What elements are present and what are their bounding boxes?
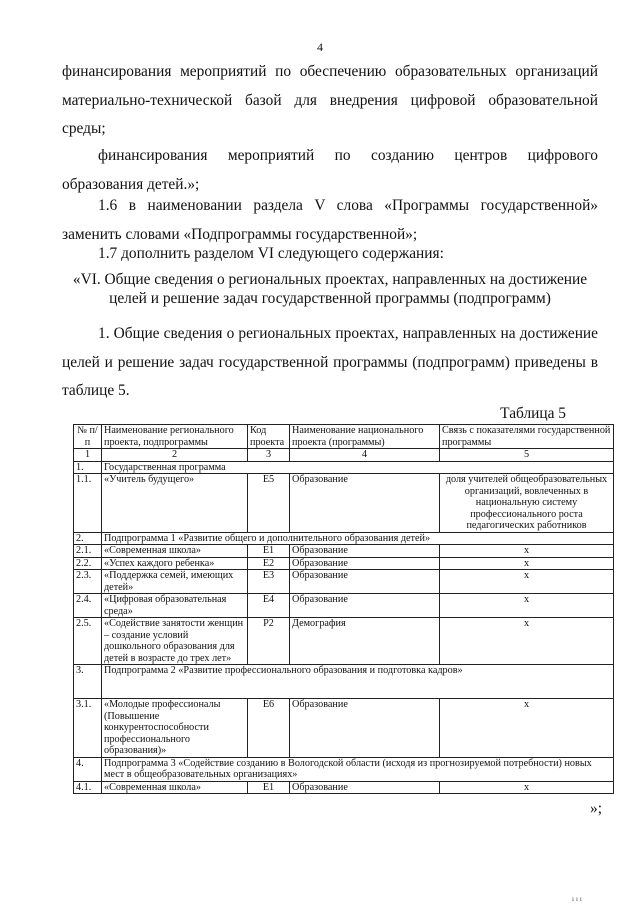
page-number: 4	[317, 40, 323, 54]
projects-table	[73, 424, 614, 794]
project-name: «Учитель будущего»	[102, 474, 248, 533]
row-number: 2.	[74, 532, 102, 545]
column-number: 4	[290, 449, 440, 462]
national-project: Образование	[290, 545, 440, 558]
header-cell-link: Связь с показателями государственной программы	[440, 425, 614, 449]
paragraph-1: финансирования мероприятий по обеспечению образовательных организаций материально-технической базой для внедрения цифровой образовательной среды;	[62, 63, 598, 137]
column-number: 2	[102, 449, 248, 462]
section-heading-line-2: целей и решение задач государственной программы (подпрограмм)	[109, 290, 551, 307]
closing-quote-mark: »;	[590, 800, 602, 817]
national-project: Образование	[290, 781, 440, 794]
program-link: x	[440, 570, 614, 594]
row-number: 3.1.	[74, 699, 102, 758]
project-name: «Цифровая образовательная среда»	[102, 594, 248, 618]
section-heading	[62, 270, 598, 308]
table-row	[74, 570, 614, 594]
project-code: E2	[248, 557, 290, 570]
column-number: 1	[74, 449, 102, 462]
row-number: 4.	[74, 757, 102, 781]
header-cell-national: Наименование национального проекта (программы)	[290, 425, 440, 449]
table-row	[74, 594, 614, 618]
header-cell-num: № п/п	[74, 425, 102, 449]
row-number: 2.4.	[74, 594, 102, 618]
section-row-text: Подпрограмма 3 «Содействие созданию в Вологодской области (исходя из прогнозируемой потребности) новых мест в общеобразовательных организациях»	[102, 757, 614, 781]
program-link: x	[440, 594, 614, 618]
table-row	[74, 781, 614, 794]
row-number: 2.1.	[74, 545, 102, 558]
row-number: 1.	[74, 461, 102, 474]
section-heading-line-1: «VI. Общие сведения о региональных проектах, направленных на достижение	[72, 271, 588, 288]
section-row-text: Государственная программа	[102, 461, 614, 474]
national-project: Демография	[290, 618, 440, 665]
national-project: Образование	[290, 699, 440, 758]
project-code: P2	[248, 618, 290, 665]
project-name: «Современная школа»	[102, 781, 248, 794]
project-name: «Молодые профессионалы (Повышение конкурентоспособности профессионального образования)»	[102, 699, 248, 758]
section-row-text: Подпрограмма 2 «Развитие профессионального образования и подготовка кадров»	[102, 665, 614, 699]
project-code: E5	[248, 474, 290, 533]
project-code: E3	[248, 570, 290, 594]
project-code: E4	[248, 594, 290, 618]
row-number: 3.	[74, 665, 102, 699]
table-row	[74, 557, 614, 570]
project-code: E1	[248, 545, 290, 558]
program-link: доля учителей общеобразовательных организаций, вовлеченных в национальную систему профессионального роста педагогических работников	[440, 474, 614, 533]
row-number: 1.1.	[74, 474, 102, 533]
project-name: «Успех каждого ребенка»	[102, 557, 248, 570]
corner-mark: ııı	[572, 895, 584, 903]
row-number: 2.2.	[74, 557, 102, 570]
table-row	[74, 699, 614, 758]
row-number: 2.3.	[74, 570, 102, 594]
program-link: x	[440, 699, 614, 758]
program-link: x	[440, 557, 614, 570]
program-link: x	[440, 781, 614, 794]
table-row	[74, 461, 614, 474]
table-row	[74, 532, 614, 545]
project-name: «Современная школа»	[102, 545, 248, 558]
project-name: «Содействие занятости женщин – создание условий дошкольного образования для детей в возрасте до трех лет»	[102, 618, 248, 665]
table-row	[74, 665, 614, 699]
paragraph-2: финансирования мероприятий по созданию центров цифрового образования детей.»;	[62, 147, 598, 193]
national-project: Образование	[290, 474, 440, 533]
table-row	[74, 618, 614, 665]
header-cell-name: Наименование регионального проекта, подпрограммы	[102, 425, 248, 449]
section-row-text: Подпрограмма 1 «Развитие общего и дополнительного образования детей»	[102, 532, 614, 545]
national-project: Образование	[290, 557, 440, 570]
project-code: E6	[248, 699, 290, 758]
national-project: Образование	[290, 594, 440, 618]
project-code: E1	[248, 781, 290, 794]
program-link: x	[440, 618, 614, 665]
paragraph-4: 1.7 дополнить разделом VI следующего содержания:	[98, 245, 444, 262]
table-row	[74, 545, 614, 558]
project-name: «Поддержка семей, имеющих детей»	[102, 570, 248, 594]
table-row	[74, 474, 614, 533]
column-number-row	[74, 449, 614, 462]
row-number: 2.5.	[74, 618, 102, 665]
column-number: 5	[440, 449, 614, 462]
table-header-row	[74, 425, 614, 449]
column-number: 3	[248, 449, 290, 462]
table-row	[74, 757, 614, 781]
paragraph-5: 1. Общие сведения о региональных проектах, направленных на достижение целей и решение задач государственной программы (подпрограмм) приведены в таблице 5.	[62, 325, 598, 399]
table-caption: Таблица 5	[500, 405, 566, 422]
row-number: 4.1.	[74, 781, 102, 794]
program-link: x	[440, 545, 614, 558]
header-cell-code: Код проекта	[248, 425, 290, 449]
paragraph-3: 1.6 в наименовании раздела V слова «Программы государственной» заменить словами «Подпрограммы государственной»;	[62, 197, 598, 243]
national-project: Образование	[290, 570, 440, 594]
